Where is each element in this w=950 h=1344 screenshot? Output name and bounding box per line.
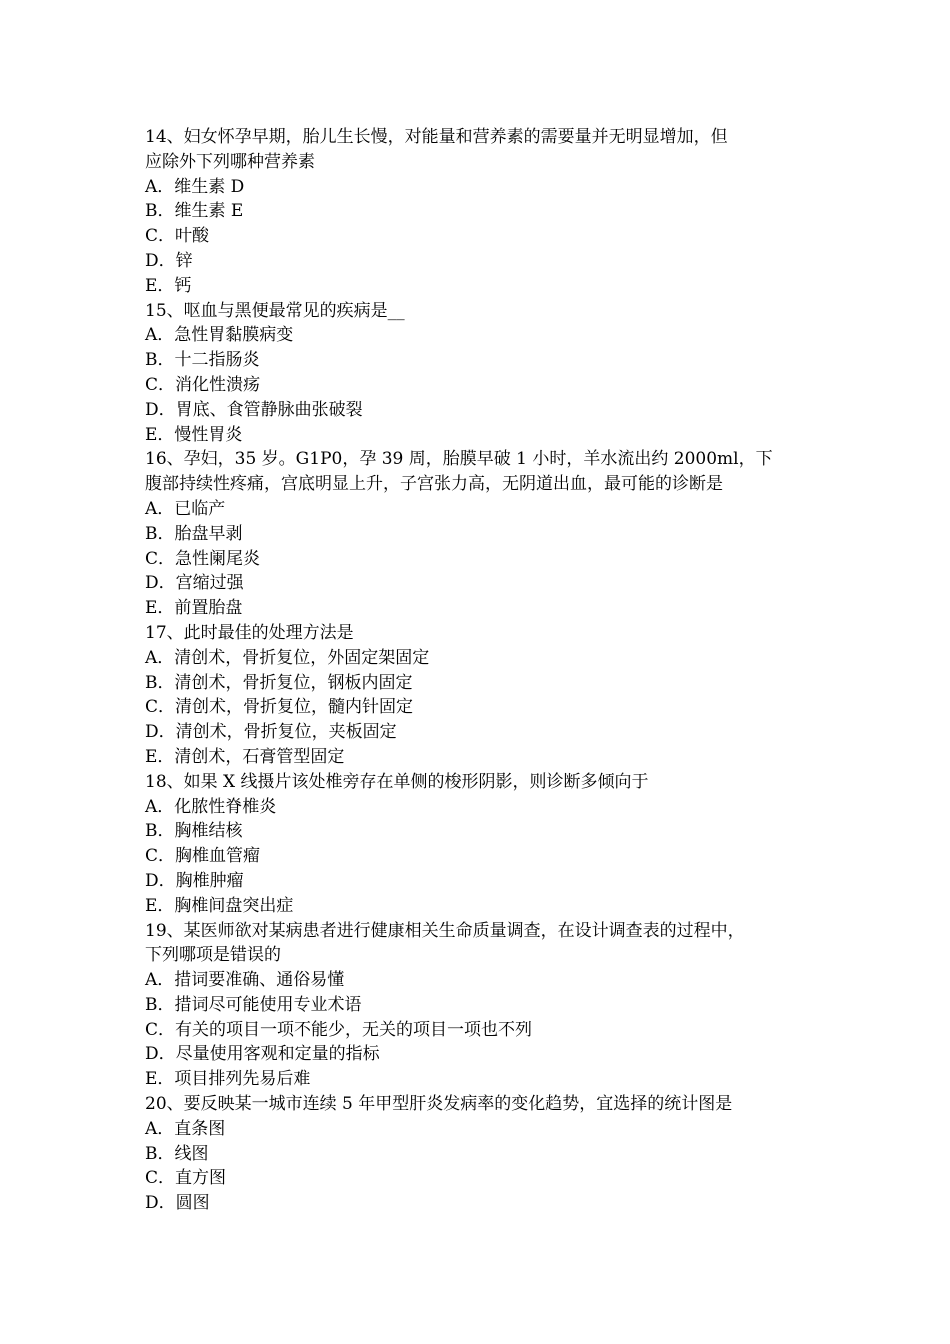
question-stem-line: 17、此时最佳的处理方法是 bbox=[145, 622, 354, 643]
question-stem-line: 15、呕血与黑便最常见的疾病是__ bbox=[145, 300, 405, 321]
question-block bbox=[145, 299, 825, 448]
answer-option: B．措词尽可能使用专业术语 bbox=[145, 994, 362, 1015]
answer-option: C．急性阑尾炎 bbox=[145, 548, 261, 569]
answer-option: D．宫缩过强 bbox=[145, 573, 244, 594]
question-stem-line: 下列哪项是错误的 bbox=[145, 945, 281, 966]
answer-option: D．锌 bbox=[145, 250, 193, 271]
question-stem-line: 16、孕妇，35 岁。G1P0，孕 39 周，胎膜早破 1 小时，羊水流出约 2000ml，下 bbox=[145, 449, 773, 470]
answer-option: C．胸椎血管瘤 bbox=[145, 846, 261, 867]
answer-option: C．消化性溃疡 bbox=[145, 374, 261, 395]
answer-option: A．直条图 bbox=[145, 1118, 226, 1139]
answer-option: A．已临产 bbox=[145, 498, 226, 519]
question-block bbox=[145, 447, 825, 621]
question-list bbox=[145, 125, 825, 1216]
answer-option: E．项目排列先易后难 bbox=[145, 1069, 311, 1090]
answer-option: E．钙 bbox=[145, 275, 192, 296]
answer-option: A．清创术，骨折复位，外固定架固定 bbox=[145, 647, 430, 668]
question-stem-line: 14、妇女怀孕早期，胎儿生长慢，对能量和营养素的需要量并无明显增加，但 bbox=[145, 127, 728, 147]
answer-option: B．维生素 E bbox=[145, 201, 244, 222]
answer-option: C．直方图 bbox=[145, 1168, 227, 1189]
answer-option: B．十二指肠炎 bbox=[145, 350, 260, 371]
answer-option: C．清创术，骨折复位，髓内针固定 bbox=[145, 697, 414, 718]
question-stem-line: 腹部持续性疼痛，宫底明显上升，子宫张力高，无阴道出血，最可能的诊断是 bbox=[145, 474, 723, 495]
question-stem-line: 应除外下列哪种营养素 bbox=[145, 151, 315, 172]
question-stem-line: 19、某医师欲对某病患者进行健康相关生命质量调查，在设计调查表的过程中， bbox=[145, 920, 745, 941]
answer-option: B．胎盘早剥 bbox=[145, 523, 243, 544]
answer-option: B．胸椎结核 bbox=[145, 821, 243, 842]
answer-option: A．维生素 D bbox=[145, 176, 245, 197]
answer-option: E．前置胎盘 bbox=[145, 598, 243, 619]
question-block bbox=[145, 621, 825, 770]
answer-option: D．胸椎肿瘤 bbox=[145, 870, 244, 891]
question-stem-line: 20、要反映某一城市连续 5 年甲型肝炎发病率的变化趋势，宜选择的统计图是 bbox=[145, 1094, 733, 1115]
question-block bbox=[145, 1092, 825, 1216]
answer-option: A．急性胃黏膜病变 bbox=[145, 325, 294, 346]
answer-option: A．化脓性脊椎炎 bbox=[145, 796, 277, 817]
question-block bbox=[145, 919, 825, 1093]
answer-option: D．圆图 bbox=[145, 1193, 210, 1214]
answer-option: B．线图 bbox=[145, 1143, 209, 1164]
answer-option: D．尽量使用客观和定量的指标 bbox=[145, 1044, 380, 1065]
question-stem-line: 18、如果 X 线摄片该处椎旁存在单侧的梭形阴影，则诊断多倾向于 bbox=[145, 771, 649, 792]
answer-option: B．清创术，骨折复位，钢板内固定 bbox=[145, 672, 413, 693]
answer-option: E．清创术，石膏管型固定 bbox=[145, 746, 345, 767]
answer-option: C．有关的项目一项不能少，无关的项目一项也不列 bbox=[145, 1019, 533, 1040]
answer-option: E．慢性胃炎 bbox=[145, 424, 243, 445]
answer-option: A．措词要准确、通俗易懂 bbox=[145, 970, 345, 991]
answer-option: E．胸椎间盘突出症 bbox=[145, 895, 294, 916]
question-block bbox=[145, 770, 825, 919]
answer-option: D．清创术，骨折复位，夹板固定 bbox=[145, 722, 397, 743]
answer-option: D．胃底、食管静脉曲张破裂 bbox=[145, 399, 363, 420]
answer-option: C．叶酸 bbox=[145, 226, 210, 247]
question-block bbox=[145, 125, 825, 299]
